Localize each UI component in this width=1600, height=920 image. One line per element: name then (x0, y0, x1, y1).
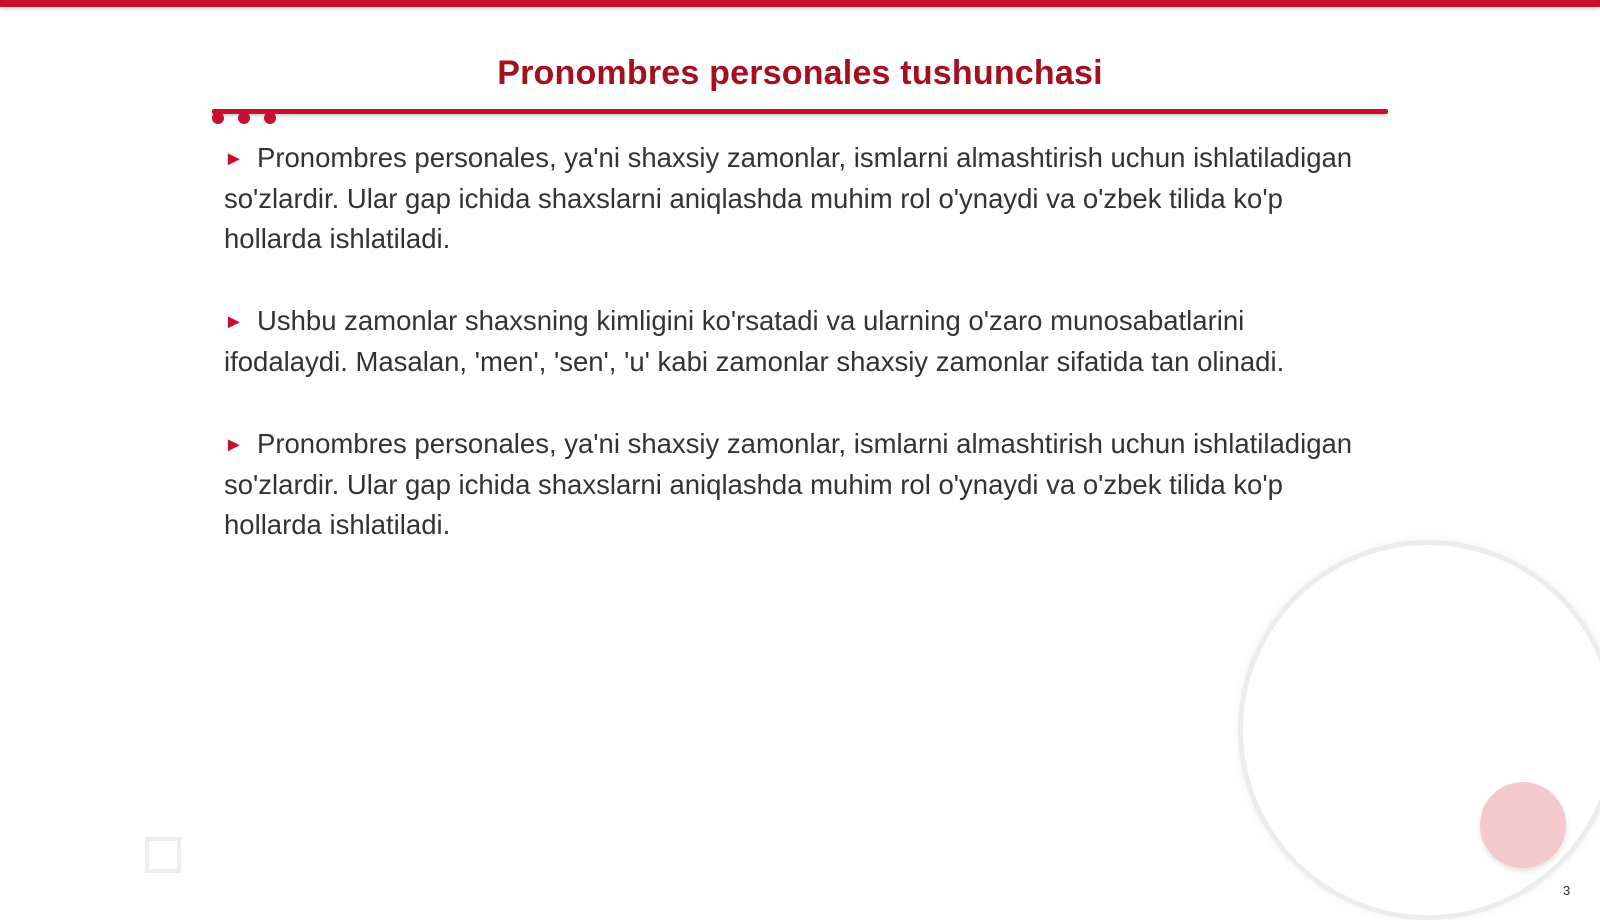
slide-number: 3 (1563, 883, 1571, 898)
bullet-item (224, 301, 1374, 382)
top-accent-bar (0, 0, 1600, 7)
bullet-text: Pronombres personales, ya'ni shaxsiy zamonlar, ismlarni almashtirish uchun ishlatiladigan so'zlardir. Ular gap ichida shaxslarni aniqlashda muhim rol o'ynaydi va o'zbek tilida ko'p hollarda ishlatiladi. (224, 142, 1353, 254)
slide-title: Pronombres personales tushunchasi (497, 54, 1103, 92)
bullet-item (224, 424, 1374, 545)
bullet-text: Pronombres personales, ya'ni shaxsiy zamonlar, ismlarni almashtirish uchun ishlatiladigan so'zlardir. Ular gap ichida shaxslarni aniqlashda muhim rol o'ynaydi va o'zbek tilida ko'p hollarda ishlatiladi. (224, 428, 1353, 540)
decorative-square (145, 837, 181, 873)
triangle-bullet-icon: ► (224, 434, 244, 456)
decorative-ring (1238, 540, 1600, 920)
slide-body (224, 138, 1374, 587)
triangle-bullet-icon: ► (224, 148, 244, 170)
decorative-dot (238, 112, 250, 124)
title-underline (212, 109, 1388, 114)
bullet-text: Ushbu zamonlar shaxsning kimligini ko'rsatadi va ularning o'zaro munosabatlarini ifodalaydi. Masalan, 'men', 'sen', 'u' kabi zamonlar shaxsiy zamonlar sifatida tan olinadi. (224, 305, 1285, 377)
triangle-bullet-icon: ► (224, 311, 244, 333)
bullet-item (224, 138, 1374, 259)
decorative-pink-circle (1480, 782, 1566, 868)
decorative-dot (264, 112, 276, 124)
decorative-dot (212, 112, 224, 124)
